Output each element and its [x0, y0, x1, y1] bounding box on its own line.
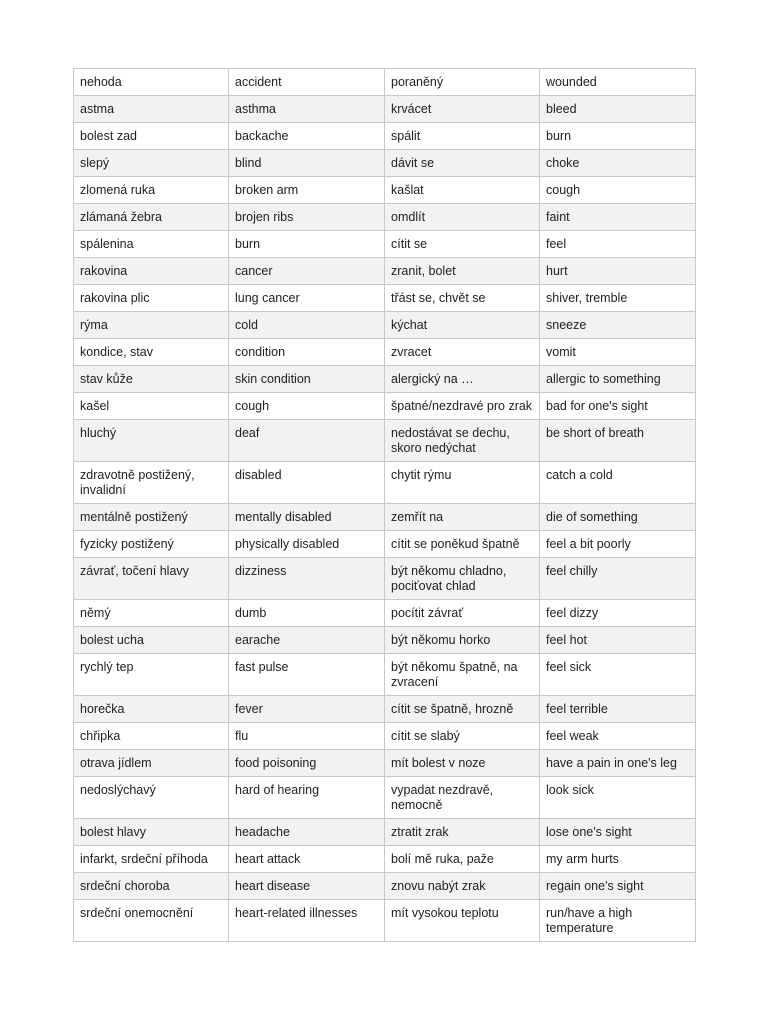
table-row	[74, 750, 696, 777]
table-row	[74, 150, 696, 177]
table-cell: run/have a high temperature	[540, 900, 696, 942]
table-cell: být někomu chladno, pociťovat chlad	[385, 558, 540, 600]
table-cell: shiver, tremble	[540, 285, 696, 312]
table-cell: dávit se	[385, 150, 540, 177]
table-cell: cítit se poněkud špatně	[385, 531, 540, 558]
table-cell: bolest ucha	[74, 627, 229, 654]
table-cell: heart-related illnesses	[229, 900, 385, 942]
table-cell: condition	[229, 339, 385, 366]
table-row	[74, 819, 696, 846]
table-row	[74, 696, 696, 723]
table-cell: chytit rýmu	[385, 462, 540, 504]
table-cell: třást se, chvět se	[385, 285, 540, 312]
table-cell: kýchat	[385, 312, 540, 339]
table-cell: srdeční choroba	[74, 873, 229, 900]
table-cell: cítit se špatně, hrozně	[385, 696, 540, 723]
table-row	[74, 873, 696, 900]
table-cell: mít vysokou teplotu	[385, 900, 540, 942]
table-cell: znovu nabýt zrak	[385, 873, 540, 900]
vocabulary-table	[73, 68, 696, 942]
table-cell: backache	[229, 123, 385, 150]
table-cell: disabled	[229, 462, 385, 504]
table-cell: bleed	[540, 96, 696, 123]
table-cell: feel	[540, 231, 696, 258]
table-cell: die of something	[540, 504, 696, 531]
table-cell: burn	[540, 123, 696, 150]
table-cell: infarkt, srdeční příhoda	[74, 846, 229, 873]
table-cell: my arm hurts	[540, 846, 696, 873]
table-cell: stav kůže	[74, 366, 229, 393]
table-cell: cítit se slabý	[385, 723, 540, 750]
table-cell: wounded	[540, 69, 696, 96]
table-row	[74, 846, 696, 873]
table-cell: physically disabled	[229, 531, 385, 558]
table-cell: kondice, stav	[74, 339, 229, 366]
table-cell: heart attack	[229, 846, 385, 873]
table-cell: rychlý tep	[74, 654, 229, 696]
table-cell: feel a bit poorly	[540, 531, 696, 558]
table-cell: krvácet	[385, 96, 540, 123]
table-row	[74, 627, 696, 654]
table-cell: hluchý	[74, 420, 229, 462]
table-cell: brojen ribs	[229, 204, 385, 231]
table-cell: nedoslýchavý	[74, 777, 229, 819]
table-cell: horečka	[74, 696, 229, 723]
table-cell: regain one's sight	[540, 873, 696, 900]
table-cell: dumb	[229, 600, 385, 627]
table-cell: rakovina	[74, 258, 229, 285]
table-cell: feel hot	[540, 627, 696, 654]
table-cell: feel chilly	[540, 558, 696, 600]
table-row	[74, 654, 696, 696]
table-cell: zdravotně postižený, invalidní	[74, 462, 229, 504]
table-cell: fever	[229, 696, 385, 723]
table-cell: earache	[229, 627, 385, 654]
table-row	[74, 420, 696, 462]
table-cell: rýma	[74, 312, 229, 339]
table-cell: cold	[229, 312, 385, 339]
table-cell: mentally disabled	[229, 504, 385, 531]
table-cell: asthma	[229, 96, 385, 123]
table-cell: feel terrible	[540, 696, 696, 723]
table-cell: cítit se	[385, 231, 540, 258]
table-cell: flu	[229, 723, 385, 750]
table-cell: bolest hlavy	[74, 819, 229, 846]
table-cell: němý	[74, 600, 229, 627]
table-row	[74, 258, 696, 285]
table-cell: kašel	[74, 393, 229, 420]
table-row	[74, 231, 696, 258]
table-cell: have a pain in one's leg	[540, 750, 696, 777]
table-row	[74, 69, 696, 96]
table-row	[74, 339, 696, 366]
table-cell: lose one's sight	[540, 819, 696, 846]
table-cell: být někomu horko	[385, 627, 540, 654]
table-cell: rakovina plic	[74, 285, 229, 312]
table-row	[74, 96, 696, 123]
table-cell: zvracet	[385, 339, 540, 366]
table-cell: feel weak	[540, 723, 696, 750]
table-cell: broken arm	[229, 177, 385, 204]
table-cell: nehoda	[74, 69, 229, 96]
table-cell: blind	[229, 150, 385, 177]
table-row	[74, 312, 696, 339]
table-cell: zemřít na	[385, 504, 540, 531]
table-row	[74, 600, 696, 627]
table-cell: feel sick	[540, 654, 696, 696]
table-cell: slepý	[74, 150, 229, 177]
table-cell: deaf	[229, 420, 385, 462]
table-cell: hard of hearing	[229, 777, 385, 819]
table-cell: vypadat nezdravě, nemocně	[385, 777, 540, 819]
table-cell: spálit	[385, 123, 540, 150]
table-cell: cancer	[229, 258, 385, 285]
table-cell: astma	[74, 96, 229, 123]
table-cell: mentálně postižený	[74, 504, 229, 531]
table-cell: bolí mě ruka, paže	[385, 846, 540, 873]
table-cell: headache	[229, 819, 385, 846]
table-cell: poraněný	[385, 69, 540, 96]
table-cell: kašlat	[385, 177, 540, 204]
table-row	[74, 900, 696, 942]
table-cell: bad for one's sight	[540, 393, 696, 420]
vocabulary-table-body	[74, 69, 696, 942]
table-cell: špatné/nezdravé pro zrak	[385, 393, 540, 420]
document-page	[73, 68, 695, 942]
table-cell: lung cancer	[229, 285, 385, 312]
table-cell: závrať, točení hlavy	[74, 558, 229, 600]
table-cell: alergický na …	[385, 366, 540, 393]
table-cell: choke	[540, 150, 696, 177]
table-cell: spálenina	[74, 231, 229, 258]
table-row	[74, 723, 696, 750]
table-cell: zranit, bolet	[385, 258, 540, 285]
table-cell: být někomu špatně, na zvracení	[385, 654, 540, 696]
table-row	[74, 366, 696, 393]
table-row	[74, 777, 696, 819]
table-cell: heart disease	[229, 873, 385, 900]
table-cell: catch a cold	[540, 462, 696, 504]
table-cell: cough	[229, 393, 385, 420]
table-cell: bolest zad	[74, 123, 229, 150]
table-cell: mít bolest v noze	[385, 750, 540, 777]
table-cell: srdeční onemocnění	[74, 900, 229, 942]
table-row	[74, 393, 696, 420]
table-row	[74, 558, 696, 600]
table-cell: otrava jídlem	[74, 750, 229, 777]
table-cell: zlomená ruka	[74, 177, 229, 204]
table-cell: nedostávat se dechu, skoro nedýchat	[385, 420, 540, 462]
table-row	[74, 123, 696, 150]
table-cell: zlámaná žebra	[74, 204, 229, 231]
table-row	[74, 531, 696, 558]
table-row	[74, 504, 696, 531]
table-cell: vomit	[540, 339, 696, 366]
table-cell: chřipka	[74, 723, 229, 750]
table-cell: fast pulse	[229, 654, 385, 696]
table-cell: omdlít	[385, 204, 540, 231]
table-cell: pocítit závrať	[385, 600, 540, 627]
table-cell: skin condition	[229, 366, 385, 393]
table-row	[74, 462, 696, 504]
table-cell: ztratit zrak	[385, 819, 540, 846]
table-row	[74, 285, 696, 312]
table-cell: accident	[229, 69, 385, 96]
table-cell: look sick	[540, 777, 696, 819]
table-cell: hurt	[540, 258, 696, 285]
table-cell: burn	[229, 231, 385, 258]
table-cell: fyzicky postižený	[74, 531, 229, 558]
table-row	[74, 204, 696, 231]
table-cell: cough	[540, 177, 696, 204]
table-cell: allergic to something	[540, 366, 696, 393]
table-cell: dizziness	[229, 558, 385, 600]
table-cell: be short of breath	[540, 420, 696, 462]
table-cell: sneeze	[540, 312, 696, 339]
table-row	[74, 177, 696, 204]
table-cell: food poisoning	[229, 750, 385, 777]
table-cell: faint	[540, 204, 696, 231]
table-cell: feel dizzy	[540, 600, 696, 627]
